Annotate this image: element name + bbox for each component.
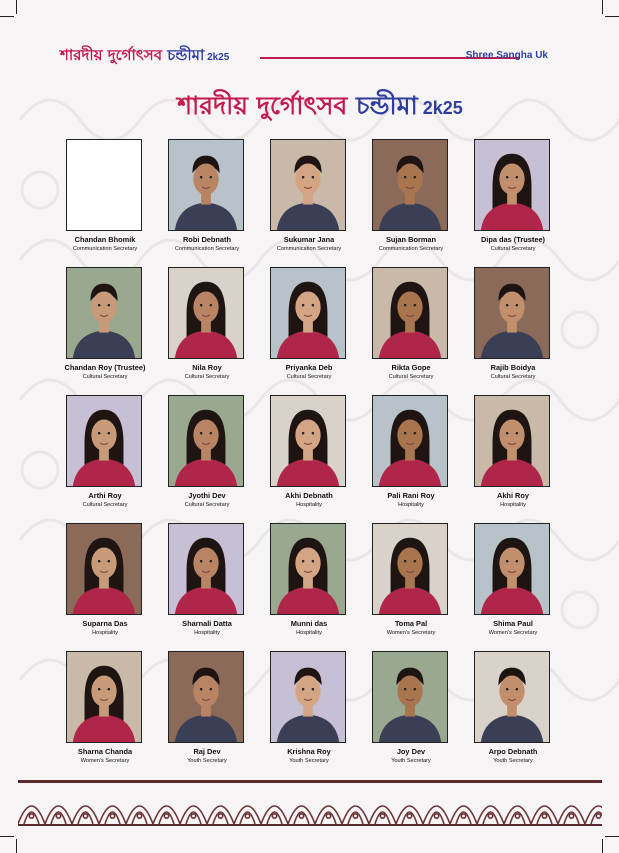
member-name: Munni das bbox=[290, 619, 328, 628]
member-role: Women's Secretary bbox=[488, 630, 538, 636]
decorative-border bbox=[18, 780, 602, 832]
member-photo bbox=[372, 139, 448, 231]
member-card bbox=[55, 649, 157, 777]
crop-mark bbox=[0, 16, 14, 17]
member-photo bbox=[372, 523, 448, 615]
member-name: Suparna Das bbox=[82, 619, 128, 628]
member-card bbox=[157, 649, 259, 777]
member-card bbox=[259, 265, 361, 393]
member-role: Cultural Secretary bbox=[82, 502, 128, 508]
organization-name: Shree Sangha Uk bbox=[465, 50, 548, 61]
member-card bbox=[463, 137, 565, 265]
member-role: Youth Secretary bbox=[391, 758, 431, 764]
member-photo bbox=[66, 651, 142, 743]
member-role: Cultural Secretary bbox=[490, 246, 536, 252]
member-card bbox=[55, 137, 157, 265]
member-photo bbox=[66, 523, 142, 615]
member-card bbox=[157, 137, 259, 265]
member-card bbox=[463, 393, 565, 521]
member-card bbox=[361, 137, 463, 265]
member-card bbox=[55, 393, 157, 521]
member-name: Nila Roy bbox=[192, 363, 222, 372]
member-name: Sharnali Datta bbox=[182, 619, 232, 628]
member-role: Hospitality bbox=[296, 502, 322, 508]
member-photo bbox=[474, 651, 550, 743]
member-card bbox=[259, 137, 361, 265]
member-name: Sujan Borman bbox=[385, 235, 437, 244]
member-card bbox=[157, 393, 259, 521]
member-role: Youth Secretary bbox=[289, 758, 329, 764]
member-name: Shima Paul bbox=[493, 619, 533, 628]
member-role: Women's Secretary bbox=[80, 758, 130, 764]
member-name: Priyanka Deb bbox=[285, 363, 333, 372]
member-photo bbox=[66, 139, 142, 231]
member-card bbox=[361, 393, 463, 521]
member-role: Cultural Secretary bbox=[286, 374, 332, 380]
member-card bbox=[157, 521, 259, 649]
member-name: Arthi Roy bbox=[88, 491, 122, 500]
member-photo bbox=[474, 523, 550, 615]
member-role: Hospitality bbox=[296, 630, 322, 636]
member-role: Youth Secretary bbox=[187, 758, 227, 764]
member-name: Raj Dev bbox=[193, 747, 221, 756]
member-role: Youth Secretary bbox=[493, 758, 533, 764]
member-role: Cultural Secretary bbox=[184, 374, 230, 380]
member-card bbox=[259, 393, 361, 521]
member-photo bbox=[372, 395, 448, 487]
member-photo bbox=[168, 395, 244, 487]
member-role: Cultural Secretary bbox=[490, 374, 536, 380]
member-photo bbox=[372, 267, 448, 359]
member-name: Joy Dev bbox=[396, 747, 426, 756]
member-role: Women's Secretary bbox=[386, 630, 436, 636]
member-name: Sukumar Jana bbox=[283, 235, 335, 244]
member-card bbox=[157, 265, 259, 393]
member-name: Arpo Debnath bbox=[488, 747, 538, 756]
crop-mark bbox=[602, 0, 603, 14]
member-role: Hospitality bbox=[500, 502, 526, 508]
member-role: Cultural Secretary bbox=[82, 374, 128, 380]
member-photo bbox=[474, 395, 550, 487]
crop-mark bbox=[16, 839, 17, 853]
member-photo bbox=[168, 651, 244, 743]
crop-mark bbox=[0, 836, 14, 837]
member-card bbox=[361, 521, 463, 649]
header-title: শারদীয় দুর্গোৎসব চন্ডীমা 2k25 bbox=[60, 46, 230, 64]
member-role: Communication Secretary bbox=[378, 246, 444, 252]
member-name: Jyothi Dev bbox=[188, 491, 226, 500]
member-role: Communication Secretary bbox=[174, 246, 240, 252]
member-photo bbox=[474, 267, 550, 359]
member-photo bbox=[270, 139, 346, 231]
member-name: Chandan Roy (Trustee) bbox=[64, 363, 146, 372]
member-photo bbox=[270, 651, 346, 743]
member-name: Chandan Bhomik bbox=[74, 235, 136, 244]
member-grid bbox=[55, 137, 565, 777]
member-name: Akhi Roy bbox=[496, 491, 530, 500]
member-photo bbox=[168, 139, 244, 231]
member-role: Communication Secretary bbox=[72, 246, 138, 252]
member-photo bbox=[270, 523, 346, 615]
crop-mark bbox=[602, 839, 603, 853]
member-photo bbox=[474, 139, 550, 231]
member-role: Cultural Secretary bbox=[388, 374, 434, 380]
banner-title: শারদীয় দুর্গোৎসব চন্ডীমা 2k25 bbox=[177, 91, 463, 120]
member-card bbox=[361, 265, 463, 393]
member-photo bbox=[270, 395, 346, 487]
member-name: Pali Rani Roy bbox=[387, 491, 435, 500]
member-card bbox=[361, 649, 463, 777]
member-name: Robi Debnath bbox=[182, 235, 232, 244]
crop-mark bbox=[605, 16, 619, 17]
page-header bbox=[60, 40, 560, 70]
member-name: Akhi Debnath bbox=[285, 491, 333, 500]
member-card bbox=[55, 521, 157, 649]
member-role: Hospitality bbox=[92, 630, 118, 636]
member-photo bbox=[270, 267, 346, 359]
crop-mark bbox=[605, 836, 619, 837]
member-role: Communication Secretary bbox=[276, 246, 342, 252]
member-card bbox=[55, 265, 157, 393]
member-photo bbox=[66, 267, 142, 359]
member-name: Rajib Boidya bbox=[490, 363, 536, 372]
member-card bbox=[259, 521, 361, 649]
member-role: Hospitality bbox=[398, 502, 424, 508]
member-name: Sharna Chanda bbox=[77, 747, 133, 756]
member-role: Hospitality bbox=[194, 630, 220, 636]
member-name: Krishna Roy bbox=[287, 747, 331, 756]
member-photo bbox=[168, 267, 244, 359]
member-photo bbox=[372, 651, 448, 743]
member-card bbox=[259, 649, 361, 777]
member-name: Toma Pal bbox=[394, 619, 428, 628]
crop-mark bbox=[16, 0, 17, 14]
member-name: Dipa das (Trustee) bbox=[480, 235, 546, 244]
member-card bbox=[463, 265, 565, 393]
member-name: Rikta Gope bbox=[391, 363, 431, 372]
member-card bbox=[463, 521, 565, 649]
member-role: Cultural Secretary bbox=[184, 502, 230, 508]
member-photo bbox=[66, 395, 142, 487]
member-card bbox=[463, 649, 565, 777]
member-photo bbox=[168, 523, 244, 615]
